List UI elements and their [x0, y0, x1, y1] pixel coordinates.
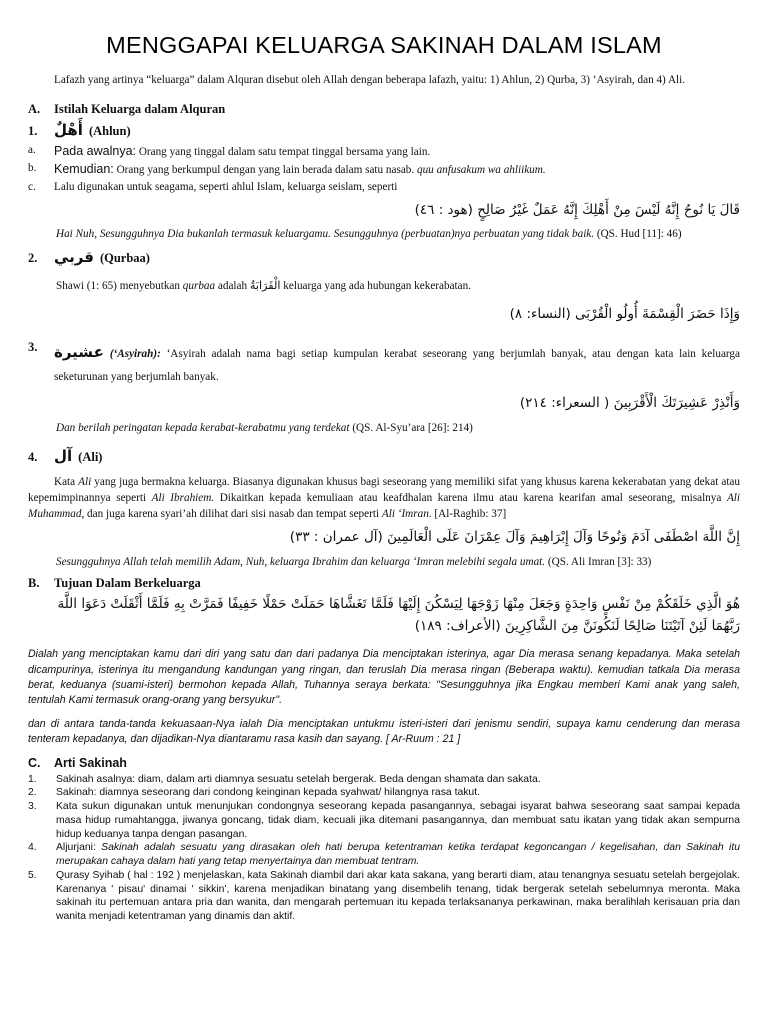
ahlun-item-a-lead: Pada awalnya:	[54, 144, 137, 159]
qurbaa-text-arabic: الْقَرَابَةُ	[249, 279, 281, 293]
ahlun-item-a	[28, 142, 740, 160]
list-item-number: 5.	[28, 869, 37, 881]
list-item-number: 1.	[28, 773, 37, 785]
ali-text-7: , dan juga karena syari’ah dilihat dari sisi nasab dan tempat seperti	[81, 508, 382, 521]
ali-text-9: . [Al-Raghib: 37]	[428, 508, 507, 521]
ahlun-latin: (Ahlun)	[88, 124, 131, 139]
ahlun-verse: قَالَ يَا نُوحُ إِنَّهُ لَيْسَ مِنْ أَهْلِكَ إِنَّهُ عَمَلٌ غَيْرُ صَالِحٍ (هود : ٤٦)	[414, 201, 740, 218]
qurbaa-paragraph	[28, 278, 740, 294]
ahlun-heading	[28, 120, 740, 142]
ahlun-arabic: أَهْلٌ	[54, 121, 83, 140]
list-item-italic: Sakinah adalah sesuatu yang dirasakan oleh hati berupa ketentraman ketika terdapat kegoncangan / kegelisahan, dan Sakinah itu merupakan cahaya dalam hati yang tetap menyertainya dan membuat tentram.	[56, 842, 740, 868]
qurbaa-heading	[28, 247, 740, 269]
ahlun-item-b-lead: Kemudian:	[54, 162, 114, 177]
ahlun-item-b	[28, 160, 740, 178]
list-item	[28, 786, 740, 800]
ahlun-item-a-number: a.	[28, 144, 36, 157]
asyirah-heading	[28, 338, 740, 388]
list-item	[28, 869, 740, 924]
list-item-text: Kata sukun digunakan untuk menunjukan condongnya seseorang kepada pasangannya, sebagai isyarat bahwa seseorang saat sampai kepada masa hidup rumahtangga, jiwanya goncang, tidak diam, kecuali jika ditemani pasangannya, dan membuat satu ikatan yang tidak akan sempurna hidup keduanya tanpa dengan pasangan.	[56, 801, 740, 840]
section-a-number: A.	[28, 102, 41, 117]
ahlun-translation	[28, 226, 740, 242]
page-title: MENGGAPAI KELUARGA SAKINAH DALAM ISLAM	[106, 32, 662, 58]
asyirah-reference: (QS. Al-Syu’ara [26]: 214)	[349, 421, 473, 434]
intro-paragraph: Lafazh yang artinya “keluarga” dalam Alquran disebut oleh Allah dengan beberapa lafazh, yaitu: 1) Ahlun, 2) Qurba, 3) ‘Asyirah, dan 4) Ali.	[54, 74, 686, 87]
ahlun-item-c-number: c.	[28, 180, 36, 193]
asyirah-arabic: عشيرة	[54, 343, 104, 362]
list-item-text: Qurasy Syihab ( hal : 192 ) menjelaskan, kata Sakinah diambil dari akar kata sakana, yang berarti diam, atau tenangnya sesuatu setelah bergejolak. Karenanya ' pisau' dinamai ' sikkin', karena menjadikan binatang yang disembelih tenang, tidak bergerak setelah sebelumnya meronta. Maka sakinah itu pertemuan antara pria dan wanita, dan mengarah pertemuan itu kepada terlaksananya perkawinan, maka beralihlah kerisauan pria dan wanita menjadi ketentraman yang dinamis dan aktif.	[56, 869, 740, 922]
ahlun-item-c	[28, 179, 740, 195]
ali-reference: (QS. Ali Imran [3]: 33)	[545, 555, 652, 568]
ali-heading	[28, 446, 740, 468]
section-c-heading	[28, 754, 740, 772]
ahlun-item-c-text: Lalu digunakan untuk seagama, seperti ahlul Islam, keluarga seislam, seperti	[54, 180, 398, 193]
ahlun-reference: (QS. Hud [11]: 46)	[594, 228, 682, 241]
section-b-number: B.	[28, 576, 40, 591]
list-item	[28, 800, 740, 841]
section-b-translation-2: dan di antara tanda-tanda kekuasaan-Nya ialah Dia menciptakan untukmu isteri-isteri dari jenismu sendiri, supaya kamu cenderung dan merasa tenteram kepadanya, dan dijadikan-Nya diantaramu rasa kasih dan sayang. [ Ar-Ruum : 21 ]	[28, 717, 740, 746]
qurbaa-arabic: قربي	[54, 247, 94, 266]
ahlun-item-b-number: b.	[28, 162, 37, 175]
ali-text-3: yang juga bermakna keluarga. Biasanya digunakan khusus bagi seseorang yang memiliki sifat yang khusus karena kekerabatan yang dekat atau kepemimpinannya seperti	[28, 475, 740, 504]
list-item-lead: Aljurjani:	[56, 842, 102, 854]
asyirah-number: 3.	[28, 340, 38, 355]
list-item	[28, 773, 740, 787]
ahlun-number: 1.	[28, 124, 38, 139]
section-b-verse: هُوَ الَّذِي خَلَقَكُمْ مِنْ نَفْسٍ وَاحِدَةٍ وَجَعَلَ مِنْهَا زَوْجَهَا لِيَسْكُنَ إِلَيْهَا فَلَمَّا تَغَشَّاهَا حَمَلَتْ حَمْلًا خَفِيفًا فَمَرَّتْ بِهِ فَلَمَّا أَثْقَلَتْ دَعَوَا اللَّهَ رَبَّهُمَا لَئِنْ آتَيْتَنَا صَالِحًا لَنَكُونَنَّ مِنَ الشَّاكِرِينَ (الأعراف: ١٨٩)	[57, 596, 740, 634]
ali-verse: إِنَّ اللَّهَ اصْطَفَى آدَمَ وَنُوحًا وَآلَ إِبْرَاهِيمَ وَآلَ عِمْرَانَ عَلَى الْعَالَمِينَ (آل عمران : ٣٣)	[289, 529, 740, 546]
qurbaa-number: 2.	[28, 250, 38, 265]
section-b-heading	[28, 574, 740, 592]
ali-translation	[28, 554, 740, 570]
ali-text-2: Ali	[78, 475, 92, 488]
qurbaa-latin: (Qurbaa)	[99, 250, 150, 265]
ahlun-item-b-italic: quu anfusakum wa ahliikum.	[414, 164, 546, 177]
qurbaa-text-italic: qurbaa	[182, 280, 216, 293]
ali-number: 4.	[28, 449, 38, 464]
asyirah-verse: وَأَنْذِرْ عَشِيرَتَكَ الْأَقْرَبِينَ ( السعراء: ٢١٤)	[519, 395, 740, 411]
sakinah-list	[28, 773, 740, 924]
ahlun-item-b-text: Orang yang berkumpul dengan yang lain berada dalam satu nasab.	[113, 164, 415, 177]
ali-arabic: آل	[54, 446, 73, 465]
section-c-number: C.	[28, 755, 41, 770]
qurbaa-text-1: Shawi (1: 65) menyebutkan	[56, 280, 183, 293]
ali-translation-text: Sesungguhnya Allah telah memilih Adam, Nuh, keluarga Ibrahim dan keluarga ‘Imran melebihi segala umat.	[56, 555, 546, 568]
asyirah-text: ‘Asyirah adalah nama bagi setiap kumpulan kerabat seseorang yang berjumlah banyak, atau dengan kata lain keluarga seketurunan yang berjumlah banyak.	[54, 348, 740, 383]
section-b-title: Tujuan Dalam Berkeluarga	[54, 576, 201, 591]
qurbaa-text-2: adalah	[215, 280, 250, 293]
ali-latin: (Ali)	[78, 449, 103, 464]
qurbaa-verse: وَإِذَا حَضَرَ الْقِسْمَةَ أُولُو الْقُرْبَى (النساء: ٨)	[509, 305, 740, 322]
list-item	[28, 841, 740, 868]
section-c-title: Arti Sakinah	[54, 755, 127, 770]
ali-paragraph	[28, 474, 740, 523]
list-item-number: 3.	[28, 801, 37, 813]
asyirah-translation-text: Dan berilah peringatan kepada kerabat-kerabatmu yang terdekat	[56, 421, 350, 434]
list-item-number: 2.	[28, 787, 37, 799]
asyirah-latin: (‘Asyirah):	[109, 348, 161, 361]
list-item-number: 4.	[28, 842, 37, 854]
ahlun-translation-text: Hai Nuh, Sesungguhnya Dia bukanlah termasuk keluargamu. Sesungguhnya (perbuatan)nya perbuatan yang tidak baik.	[56, 228, 595, 241]
ahlun-item-a-text: Orang yang tinggal dalam satu tempat tinggal bersama yang lain.	[136, 146, 431, 159]
ali-text-5: Dikaitkan kepada kemuliaan atau keafdhalan karena ilmu atau karena kearifan amal seseorang, misalnya	[214, 491, 727, 504]
section-a-title: Istilah Keluarga dalam Alquran	[54, 102, 226, 117]
ali-text-4: Ali Ibrahiem.	[151, 491, 215, 504]
list-item-text: Sakinah asalnya: diam, dalam arti diamnya sesuatu setelah bergerak. Beda dengan shamata dan sakata.	[56, 773, 541, 785]
ali-text-6: Ali Muhammad	[28, 491, 740, 521]
asyirah-translation	[28, 420, 740, 436]
list-item-text: Sakinah: diamnya seseorang dari condong keinginan kepada syahwat/ hilangnya rasa takut.	[56, 787, 480, 799]
qurbaa-text-3: keluarga yang ada hubungan kekerabatan.	[280, 280, 472, 293]
section-a-heading	[28, 100, 740, 118]
ali-text-8: Ali ‘Imran	[381, 508, 429, 521]
section-b-translation-1: Dialah yang menciptakan kamu dari diri yang satu dan dari padanya Dia menciptakan isterinya, agar Dia merasa senang kepadanya. Maka setelah dicampurinya, isterinya itu mengandung kandungan yang ringan, dan teruslah Dia merasa ringan (Beberapa waktu). kemudian tatkala Dia merasa berat, keduanya (suami-isteri) bermohon kepada Allah, Tuhannya seraya berkata: "Sesungguhnya jika Engkau memberi Kami anak yang saleh, tentulah Kami termasuk orang-orang yang bersyukur".	[28, 648, 740, 707]
ali-text-1: Kata	[54, 475, 79, 488]
